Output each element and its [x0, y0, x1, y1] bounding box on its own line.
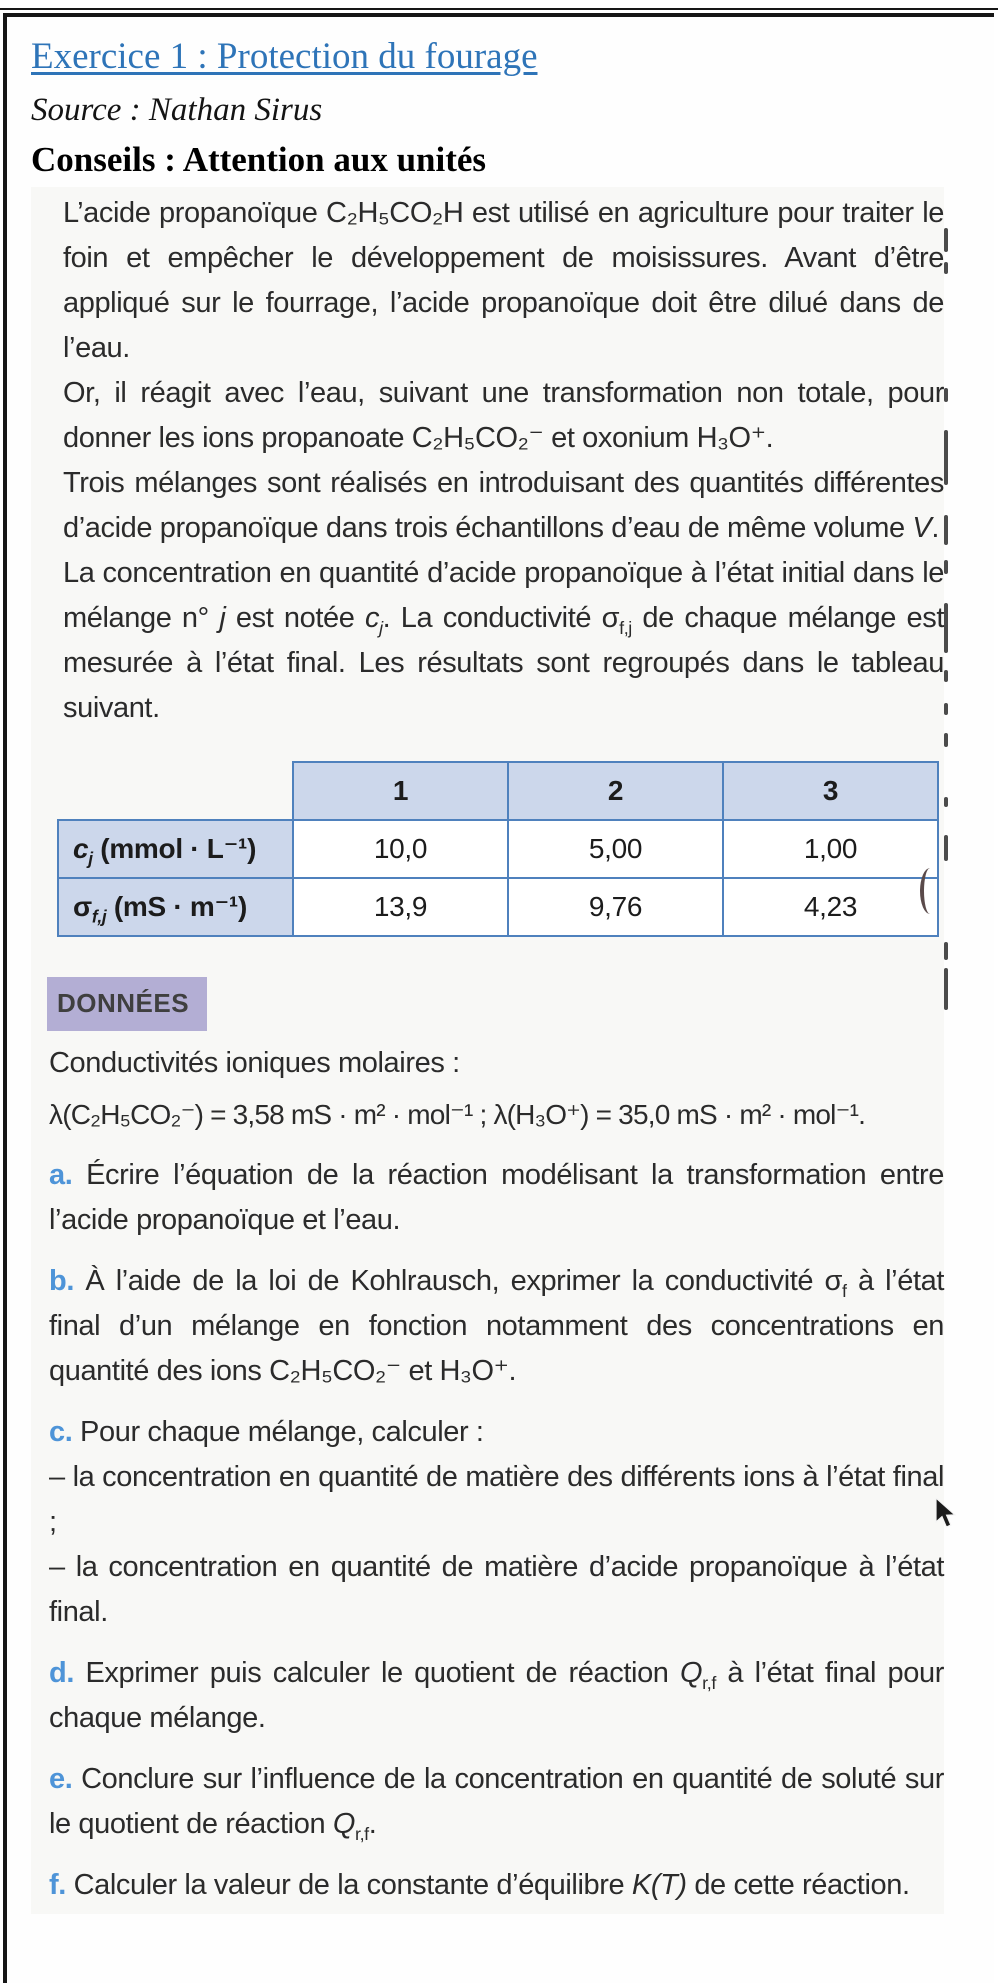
- scan-artifact: [944, 262, 948, 274]
- page-title: [31, 35, 944, 79]
- table-cell: 1,00: [723, 820, 938, 878]
- scan-artifact: [944, 968, 948, 1010]
- question-e: e. Conclure sur l’influence de la concentration en quantité de soluté sur le quotient de réaction $Q_{r,f}$.: [49, 1762, 944, 1844]
- question-b-letter: b.: [49, 1264, 74, 1297]
- scan-artifact: [944, 835, 948, 861]
- table-corner-cell: [58, 762, 293, 820]
- scan-artifact: [944, 797, 948, 807]
- intro-paragraph-4: La concentration en quantité d’acide propanoïque à l’état initial dans le mélange n° j est notée $c_j$. La conductivité $\sigma_{f,j}$ de chaque mélange est mesurée à l’état final. Les résultats sont regroupés dans le tableau suivant.: [63, 556, 944, 724]
- question-c-letter: c.: [49, 1415, 73, 1448]
- question-c-item-2: – la concentration en quantité de matière d’acide propanoïque à l’état final.: [49, 1550, 944, 1628]
- mouse-cursor-icon: [934, 1498, 960, 1535]
- data-intro-line: Conductivités ioniques molaires :: [49, 1046, 460, 1079]
- document-page: [3, 13, 994, 1983]
- question-f-letter: f.: [49, 1868, 66, 1901]
- table-col-header-3: 3: [723, 762, 938, 820]
- row-label-conductivity: $\sigma_{f,j}$ (mS · m⁻¹): [58, 878, 293, 936]
- scan-artifact-paren: [920, 868, 940, 914]
- scan-artifact: [944, 560, 948, 574]
- table-cell: 9,76: [508, 878, 723, 936]
- exercise-scan-body: [31, 187, 944, 1914]
- source-line: Source : Nathan Sirus: [31, 92, 323, 129]
- scan-artifact: [944, 603, 948, 653]
- question-b: b. À l’aide de la loi de Kohlrausch, exprimer la conductivité $\sigma_f$ à l’état final d’un mélange en fonction notamment des concentrations en quantité des ions C₂H₅CO₂⁻ et H₃O⁺.: [49, 1264, 944, 1387]
- scan-artifact: [944, 942, 948, 960]
- data-values-line: λ(C₂H₅CO₂⁻) = 3,58 mS · m² · mol⁻¹ ; λ(H₃O⁺) = 35,0 mS · m² · mol⁻¹.: [49, 1098, 866, 1130]
- window-top-rule: [0, 8, 998, 10]
- question-d: d. Exprimer puis calculer le quotient de réaction $Q_{r,f}$ à l’état final pour chaque mélange.: [49, 1656, 944, 1734]
- row-label-concentration: $c_j$ (mmol · L⁻¹): [58, 820, 293, 878]
- scan-artifact: [944, 388, 948, 402]
- question-a-letter: a.: [49, 1158, 73, 1191]
- table-row-concentration: [58, 820, 938, 878]
- question-e-letter: e.: [49, 1762, 73, 1795]
- question-d-letter: d.: [49, 1656, 74, 1689]
- table-col-header-1: 1: [293, 762, 508, 820]
- question-a: a. Écrire l’équation de la réaction modélisant la transformation entre l’acide propanoïque et l’eau.: [49, 1158, 944, 1236]
- scan-artifact: [944, 703, 948, 715]
- exercise-title-link[interactable]: Exercice 1 : Protection du fourage: [31, 36, 538, 77]
- table-col-header-2: 2: [508, 762, 723, 820]
- table-cell: 10,0: [293, 820, 508, 878]
- question-c: c. Pour chaque mélange, calculer :: [49, 1415, 484, 1448]
- table-row-conductivity: [58, 878, 938, 936]
- scan-artifact: [944, 430, 948, 485]
- table-cell: 4,23: [723, 878, 938, 936]
- intro-paragraph-3: Trois mélanges sont réalisés en introduisant des quantités différentes d’acide propanoïque dans trois échantillons d’eau de même volume V.: [63, 466, 944, 544]
- question-f: f. Calculer la valeur de la constante d’équilibre K(T) de cette réaction.: [49, 1868, 910, 1901]
- scan-artifact: [944, 515, 948, 545]
- table-cell: 5,00: [508, 820, 723, 878]
- intro-paragraph-1: L’acide propanoïque C₂H₅CO₂H est utilisé en agriculture pour traiter le foin et empêcher le développement de moisissures. Avant d’être appliqué sur le fourrage, l’acide propanoïque doit être dilué dans de l’eau.: [63, 196, 944, 364]
- scan-artifact: [944, 228, 948, 252]
- scan-artifact: [944, 733, 948, 747]
- question-c-item-1: – la concentration en quantité de matière des différents ions à l’état final ;: [49, 1460, 944, 1538]
- table-cell: 13,9: [293, 878, 508, 936]
- results-table: [57, 761, 939, 937]
- table-header-row: [58, 762, 938, 820]
- advice-line: Conseils : Attention aux unités: [31, 139, 487, 179]
- scan-artifact: [944, 670, 948, 682]
- data-section-badge: DONNÉES: [47, 977, 207, 1031]
- intro-paragraph-2: Or, il réagit avec l’eau, suivant une transformation non totale, pour donner les ions propanoate C₂H₅CO₂⁻ et oxonium H₃O⁺.: [63, 376, 944, 454]
